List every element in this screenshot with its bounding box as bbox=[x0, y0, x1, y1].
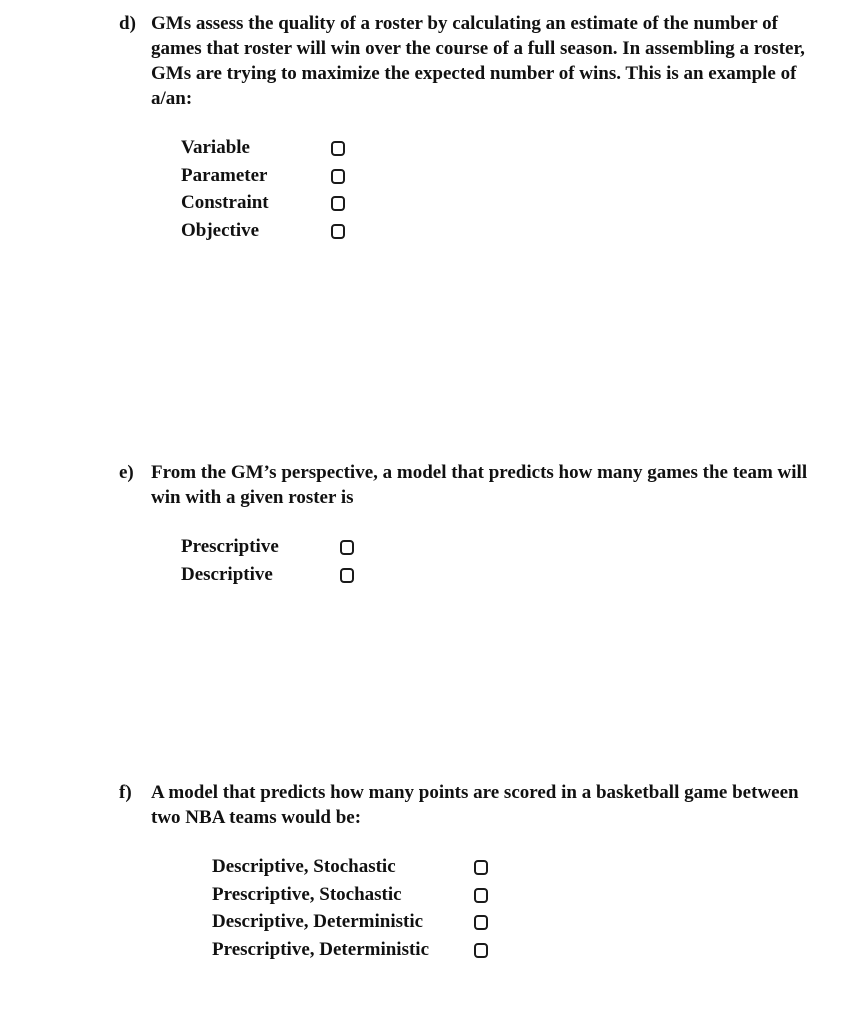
checkbox-descriptive-deterministic[interactable] bbox=[474, 915, 488, 930]
option-label: Objective bbox=[181, 220, 260, 242]
question-f bbox=[119, 780, 809, 830]
checkbox-prescriptive[interactable] bbox=[340, 540, 354, 555]
option-prescriptive bbox=[181, 533, 381, 561]
question-d-label: d) bbox=[119, 13, 136, 34]
option-constraint bbox=[181, 189, 361, 217]
option-label: Descriptive, Deterministic bbox=[212, 911, 424, 933]
question-d-options bbox=[181, 134, 361, 244]
question-e bbox=[119, 460, 809, 510]
question-f-options bbox=[212, 853, 502, 963]
checkbox-prescriptive-stochastic[interactable] bbox=[474, 888, 488, 903]
question-f-text: A model that predicts how many points are scored in a basketball game between two NBA teams would be: bbox=[151, 782, 799, 828]
question-e-label: e) bbox=[119, 462, 134, 483]
option-label: Parameter bbox=[181, 164, 268, 186]
option-label: Descriptive bbox=[181, 563, 273, 585]
option-label: Variable bbox=[181, 137, 250, 159]
question-d-text: GMs assess the quality of a roster by calculating an estimate of the number of games that roster will win over the course of a full season. In assembling a roster, GMs are trying to maximize the expected number of wins. This is an example of a/an: bbox=[151, 13, 805, 109]
option-label: Prescriptive bbox=[181, 536, 279, 558]
option-descriptive-stochastic bbox=[212, 853, 502, 881]
checkbox-descriptive-stochastic[interactable] bbox=[474, 860, 488, 875]
option-descriptive-deterministic bbox=[212, 908, 502, 936]
option-parameter bbox=[181, 162, 361, 190]
question-d-header bbox=[119, 11, 809, 111]
option-variable bbox=[181, 134, 361, 162]
question-e-header bbox=[119, 460, 809, 510]
checkbox-objective[interactable] bbox=[331, 224, 345, 239]
question-e-text: From the GM’s perspective, a model that predicts how many games the team will win with a given roster is bbox=[151, 462, 808, 508]
question-f-label: f) bbox=[119, 782, 132, 803]
checkbox-prescriptive-deterministic[interactable] bbox=[474, 943, 488, 958]
checkbox-descriptive[interactable] bbox=[340, 568, 354, 583]
checkbox-variable[interactable] bbox=[331, 141, 345, 156]
question-e-options bbox=[181, 533, 381, 588]
option-label: Constraint bbox=[181, 192, 269, 214]
option-descriptive bbox=[181, 561, 381, 589]
option-prescriptive-stochastic bbox=[212, 881, 502, 909]
option-label: Prescriptive, Deterministic bbox=[212, 939, 430, 961]
option-objective bbox=[181, 217, 361, 245]
checkbox-parameter[interactable] bbox=[331, 169, 345, 184]
question-f-header bbox=[119, 780, 809, 830]
option-prescriptive-deterministic bbox=[212, 936, 502, 964]
option-label: Descriptive, Stochastic bbox=[212, 856, 396, 878]
checkbox-constraint[interactable] bbox=[331, 196, 345, 211]
question-d bbox=[119, 11, 809, 111]
option-label: Prescriptive, Stochastic bbox=[212, 883, 402, 905]
